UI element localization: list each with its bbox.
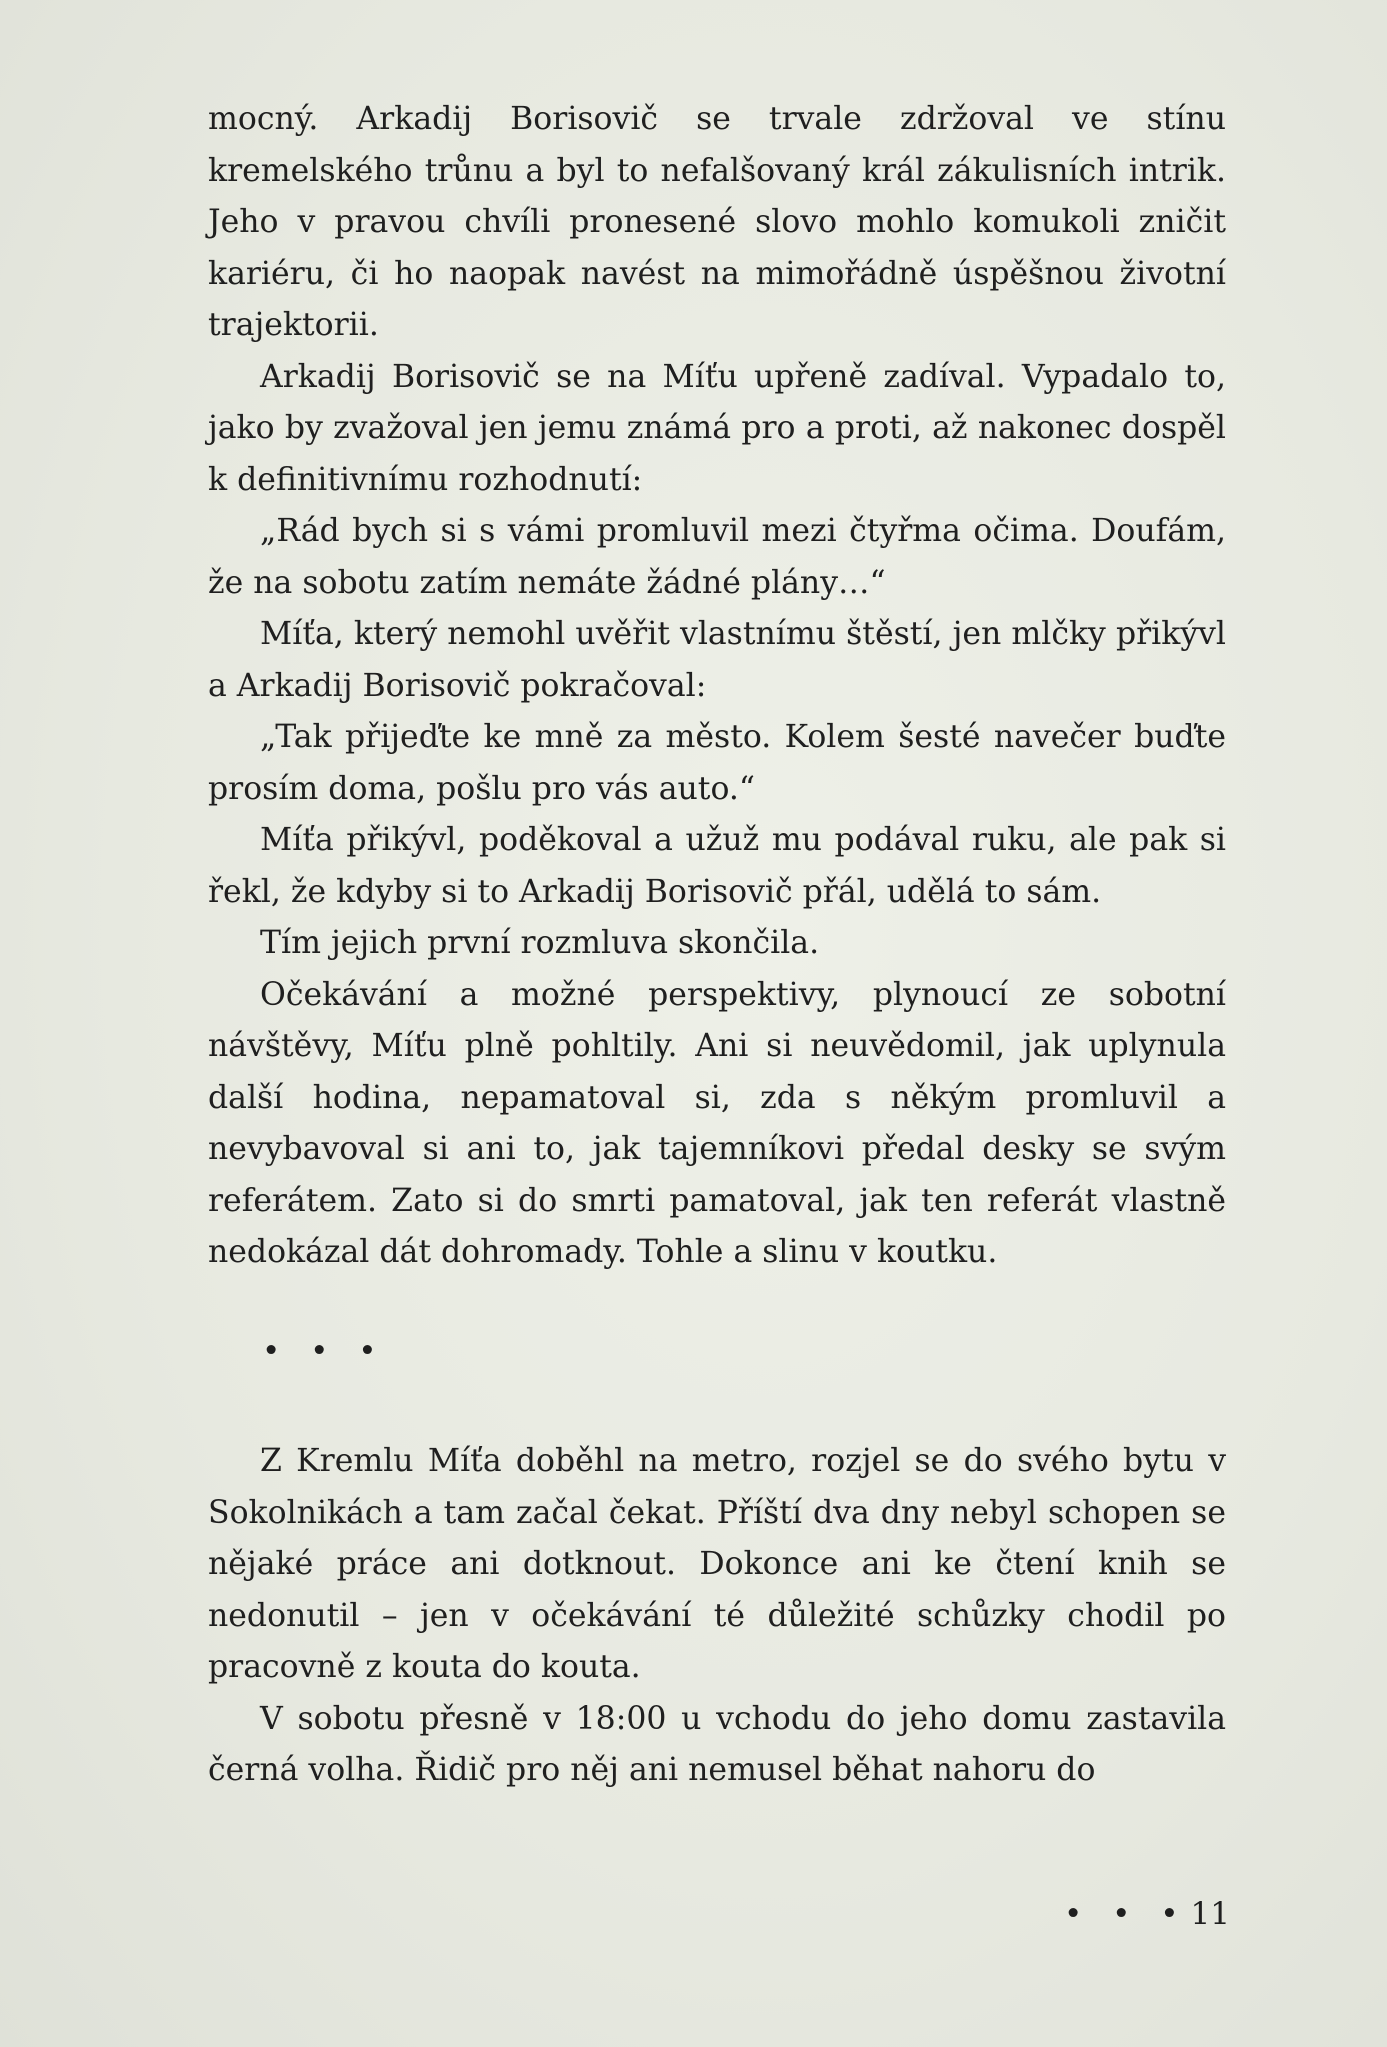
paragraph: „Rád bych si s vámi promluvil mezi čtyřma očima. Doufám, že na sobotu zatím nemáte žádné plány…“: [208, 513, 1226, 601]
page-footer: [1064, 1896, 1230, 1932]
paragraph: Tím jejich první rozmluva skončila.: [260, 925, 820, 961]
paragraph: V sobotu přesně v 18:00 u vchodu do jeho domu zastavila černá volha. Řidič pro něj ani nemusel běhat nahoru do: [208, 1700, 1226, 1788]
footer-dots: • • •: [1064, 1896, 1189, 1932]
paragraph: Míťa, který nemohl uvěřit vlastnímu štěstí, jen mlčky přikývl a Arkadij Borisovič pokračoval:: [208, 616, 1226, 704]
body-text-section-1: [208, 94, 1226, 1279]
paragraph: Míťa přikývl, poděkoval a užuž mu podával ruku, ale pak si řekl, že kdyby si to Arkadij Borisovič přál, udělá to sám.: [208, 822, 1226, 910]
paragraph: Očekávání a možné perspektivy, plynoucí ze sobotní návštěvy, Míťu plně pohltily. Ani si neuvědomil, jak uplynula další hodina, nepamatoval si, zda s někým promluvil a nevybavoval si ani to, jak tajemníkovi předal desky se svým referátem. Zato si do smrti pamatoval, jak ten referát vlastně nedokázal dát dohromady. Tohle a slinu v koutku.: [208, 976, 1226, 1270]
paragraph: Z Kremlu Míťa doběhl na metro, rozjel se do svého bytu v Sokolnikách a tam začal čekat. Příští dva dny nebyl schopen se nějaké práce ani dotknout. Dokonce ani ke čtení knih se nedonutil – jen v očekávání té důležité schůzky chodil po pracovně z kouta do kouta.: [208, 1443, 1226, 1685]
paragraph: „Tak přijeďte ke mně za město. Kolem šesté navečer buďte prosím doma, pošlu pro vás auto.“: [208, 719, 1226, 807]
page-number: 11: [1190, 1896, 1230, 1932]
paragraph: mocný. Arkadij Borisovič se trvale zdržoval ve stínu kremelského trůnu a byl to nefalšovaný král zákulisních intrik. Jeho v pravou chvíli pronesené slovo mohlo komukoli zničit kariéru, či ho naopak navést na mimořádně úspěšnou životní trajektorii.: [208, 101, 1226, 343]
body-text-section-2: [208, 1436, 1226, 1797]
paragraph: Arkadij Borisovič se na Míťu upřeně zadíval. Vypadalo to, jako by zvažoval jen jemu známá pro a proti, až nakonec dospěl k definitivnímu rozhodnutí:: [208, 358, 1226, 498]
section-separator: • • •: [262, 1333, 387, 1369]
